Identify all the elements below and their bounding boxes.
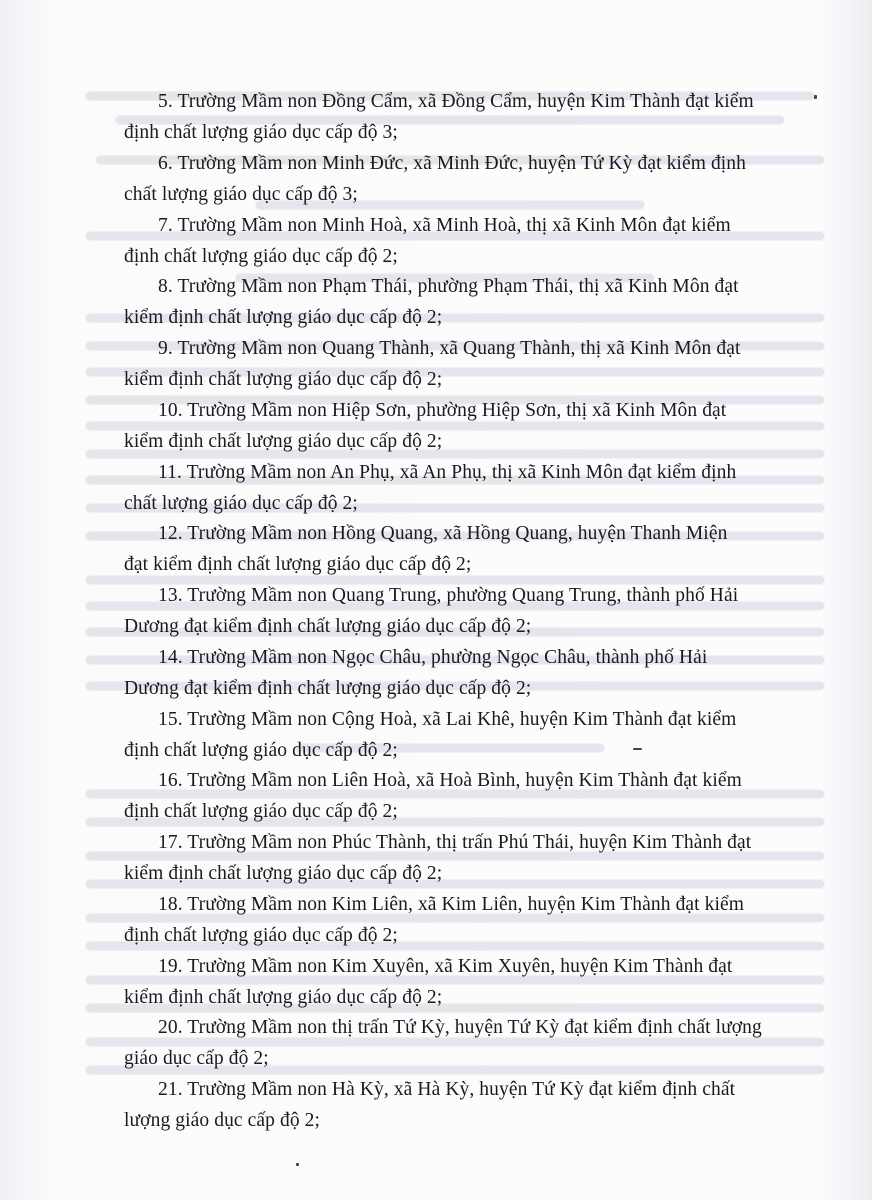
item-continuation-line: kiểm định chất lượng giáo dục cấp độ 2;: [124, 986, 443, 1008]
item-continuation-line: kiểm định chất lượng giáo dục cấp độ 2;: [124, 430, 443, 452]
item-first-line: 8. Trường Mầm non Phạm Thái, phường Phạm Thái, thị xã Kinh Môn đạt: [158, 276, 739, 298]
item-first-line: 12. Trường Mầm non Hồng Quang, xã Hồng Quang, huyện Thanh Miện: [158, 523, 728, 545]
item-continuation-line: Dương đạt kiểm định chất lượng giáo dục cấp độ 2;: [124, 616, 532, 637]
item-first-line: 16. Trường Mầm non Liên Hoà, xã Hoà Bình, huyện Kim Thành đạt kiểm: [158, 770, 742, 792]
item-continuation-line: lượng giáo dục cấp độ 2;: [124, 1110, 321, 1131]
item-first-line: 15. Trường Mầm non Cộng Hoà, xã Lai Khê, huyện Kim Thành đạt kiểm: [158, 708, 737, 730]
item-continuation-line: định chất lượng giáo dục cấp độ 2;: [124, 801, 398, 823]
item-continuation-line: Dương đạt kiểm định chất lượng giáo dục cấp độ 2;: [124, 677, 532, 699]
scan-speck: [633, 748, 642, 750]
item-first-line: 5. Trường Mầm non Đồng Cẩm, xã Đồng Cẩm, huyện Kim Thành đạt kiểm: [158, 91, 754, 112]
item-continuation-line: kiểm định chất lượng giáo dục cấp độ 2;: [124, 307, 443, 329]
item-first-line: 14. Trường Mầm non Ngọc Châu, phường Ngọc Châu, thành phố Hải: [158, 646, 708, 668]
item-first-line: 18. Trường Mầm non Kim Liên, xã Kim Liên, huyện Kim Thành đạt kiểm: [158, 893, 745, 915]
item-continuation-line: định chất lượng giáo dục cấp độ 2;: [124, 245, 398, 267]
item-first-line: 17. Trường Mầm non Phúc Thành, thị trấn Phú Thái, huyện Kim Thành đạt: [158, 832, 752, 853]
item-first-line: 9. Trường Mầm non Quang Thành, xã Quang Thành, thị xã Kinh Môn đạt: [158, 338, 741, 359]
item-first-line: 20. Trường Mầm non thị trấn Tứ Kỳ, huyện Tứ Kỳ đạt kiểm định chất lượng: [158, 1017, 762, 1039]
item-continuation-line: kiểm định chất lượng giáo dục cấp độ 2;: [124, 863, 443, 884]
item-continuation-line: giáo dục cấp độ 2;: [124, 1048, 269, 1070]
item-first-line: 13. Trường Mầm non Quang Trung, phường Quang Trung, thành phố Hải: [158, 585, 739, 606]
item-first-line: 6. Trường Mầm non Minh Đức, xã Minh Đức, huyện Tứ Kỳ đạt kiểm định: [158, 152, 747, 174]
item-continuation-line: định chất lượng giáo dục cấp độ 2;: [124, 924, 398, 946]
item-continuation-line: chất lượng giáo dục cấp độ 2;: [124, 492, 358, 514]
item-continuation-line: chất lượng giáo dục cấp độ 3;: [124, 183, 358, 205]
item-continuation-line: định chất lượng giáo dục cấp độ 2;: [124, 739, 398, 761]
item-first-line: 10. Trường Mầm non Hiệp Sơn, phường Hiệp Sơn, thị xã Kinh Môn đạt: [158, 399, 727, 421]
item-first-line: 11. Trường Mầm non An Phụ, xã An Phụ, thị xã Kinh Môn đạt kiểm định: [158, 461, 737, 483]
scan-speck: [296, 1163, 299, 1166]
scan-speck: [814, 95, 817, 99]
item-first-line: 7. Trường Mầm non Minh Hoà, xã Minh Hoà, thị xã Kinh Môn đạt kiểm: [158, 214, 731, 236]
item-first-line: 21. Trường Mầm non Hà Kỳ, xã Hà Kỳ, huyện Tứ Kỳ đạt kiểm định chất: [158, 1079, 736, 1100]
item-continuation-line: kiểm định chất lượng giáo dục cấp độ 2;: [124, 369, 443, 390]
item-continuation-line: định chất lượng giáo dục cấp độ 3;: [124, 122, 398, 143]
item-first-line: 19. Trường Mầm non Kim Xuyên, xã Kim Xuyên, huyện Kim Thành đạt: [158, 955, 733, 977]
item-continuation-line: đạt kiểm định chất lượng giáo dục cấp độ 2;: [124, 554, 472, 576]
